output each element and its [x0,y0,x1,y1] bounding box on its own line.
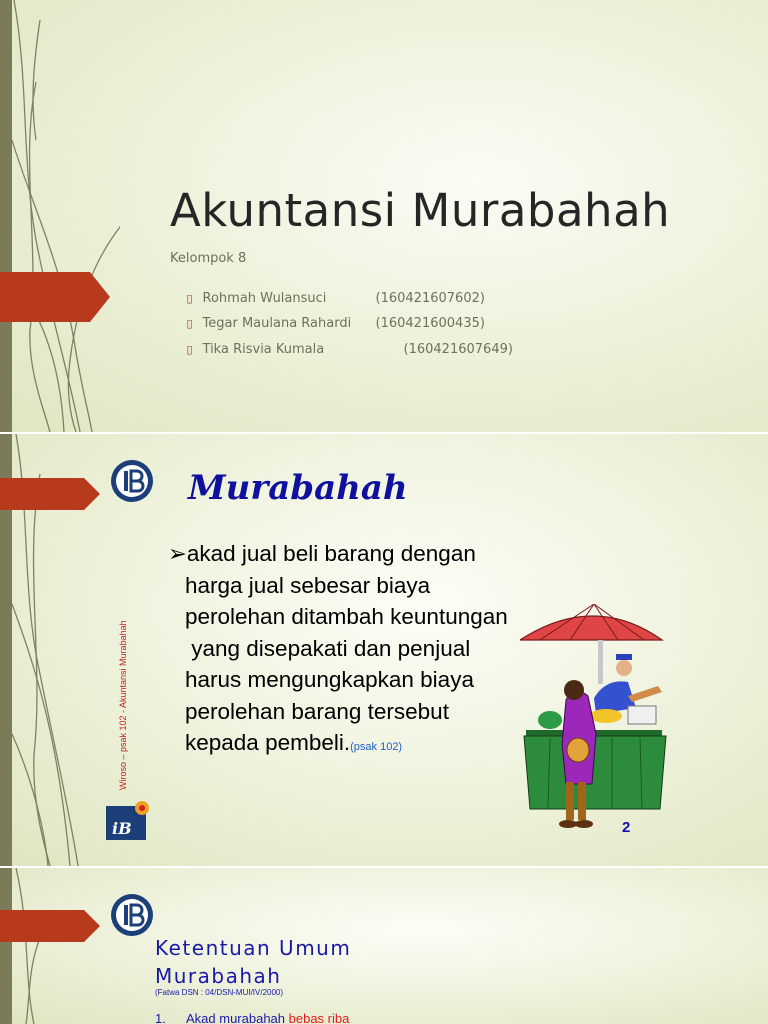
citation: (psak 102) [350,741,403,753]
member-nim: (160421600435) [375,316,485,331]
slide-1-title: Akuntansi Murabahah [170,184,671,237]
fatwa-reference: (Fatwa DSN : 04/DSN-MUI/IV/2000) [155,988,284,997]
slide-3-title [155,934,351,990]
list-item-number: 1. [155,1011,166,1024]
slide-1-accent-tab [0,272,112,322]
member-name: Tegar Maulana Rahardi [202,316,352,331]
member-name: Rohmah Wulansuci [202,291,327,306]
bullet-icon: ▯ [186,292,193,305]
bullet-icon: ▯ [186,317,193,330]
ib-logo-icon [106,798,152,840]
decorative-fronds [0,0,120,432]
definition-line: perolehan ditambah keuntungan [185,604,508,629]
definition-text [168,538,568,764]
definition-line [168,538,568,570]
bank-indonesia-logo-icon [110,893,154,937]
slide-2-accent-tab [0,478,102,510]
slide-2[interactable] [0,434,768,866]
member-name: Tika Risvia Kumala [202,342,325,357]
definition-line [168,727,568,764]
member-row [170,327,513,372]
list-item-text: Akad murabahah [186,1011,289,1024]
page-number: 2 [622,819,631,836]
definition-line-text: kepada pembeli. [185,730,351,755]
member-nim: (160421607649) [403,342,513,357]
definition-line: yang disepakati dan penjual [185,635,471,661]
definition-line: harus mengungkapkan biaya [185,667,474,692]
member-nim: (160421607602) [375,291,485,306]
slide-2-title: Murabahah [188,468,408,508]
slide-1[interactable] [0,0,768,432]
definition-line: perolehan barang tersebut [185,698,449,724]
definition-line-text: akad jual beli barang dengan [186,541,476,566]
bullet-icon: ▯ [186,343,193,356]
decorative-fronds [0,868,100,1024]
slide-3-title-line: Ketentuan Umum [155,936,352,960]
bank-indonesia-logo-icon [110,459,154,503]
list-item-highlight: bebas riba [288,1011,350,1024]
slide-3[interactable] [0,868,768,1024]
definition-line: harga jual sebesar biaya [185,572,431,598]
group-label: Kelompok 8 [170,251,247,266]
side-caption: Wiroso – psak 102 - Akuntansi Murabahah [118,620,128,790]
arrow-bullet-icon: ➢ [168,541,187,566]
slide-3-accent-tab [0,910,102,942]
ib-logo-text: iB [112,819,132,838]
slide-3-title-line: Murabahah [155,964,282,988]
list-item [155,1011,349,1024]
